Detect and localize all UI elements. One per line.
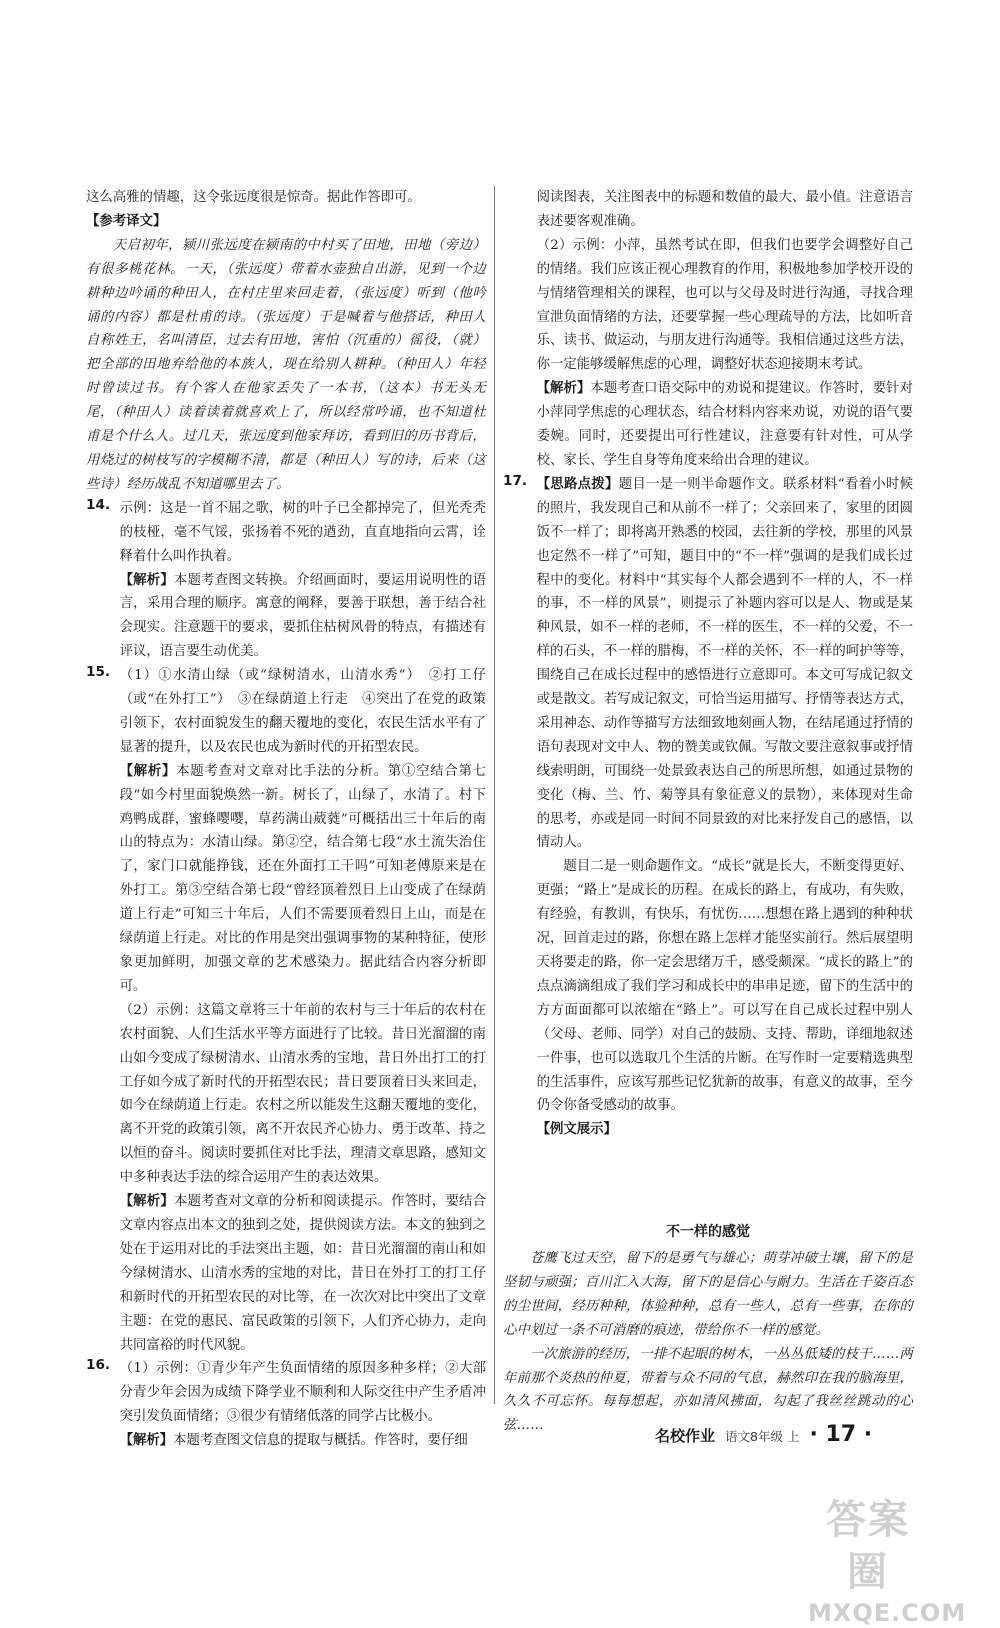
question-17 [503, 473, 913, 1142]
essay-title: 不一样的感觉 [666, 1224, 750, 1240]
question-16 [86, 1357, 486, 1453]
intro-text: 这么高雅的情趣，这令张远度很是惊奇。据此作答即可。 [86, 190, 421, 205]
book-subject-grade: 语文8年级 上 [725, 1429, 800, 1444]
analysis-tag: 【 解析 】 [120, 764, 177, 779]
answer-text: （1）示例：①青少年产生负面情绪的原因多种多样；②大部分青少年会因为成绩下降学业不顺利和人际交往中产生矛盾冲突引发负面情绪；③很少有情绪低落的同学占比极小。 [119, 1361, 486, 1425]
analysis-tag: 【 解析 】 [537, 381, 591, 396]
essay-paragraph: 一次旅游的经历，一排不起眼的树木，一丛丛低矮的枝干……两年前那个炎热的仲夏，带着与众不同的气息，赫然印在我的脑海里，久久不可忘怀。每每想起，亦如清风拂面，勾起了我丝丝跳动的心弦…… [503, 1346, 913, 1434]
question-number: 15. [86, 664, 111, 681]
watermark-url: MXQE.COM [808, 1599, 967, 1627]
writing-guidance-text-2: 题目二是一则命题作文。“成长”就是长大，不断变得更好、更强；“路上”是成长的历程。在成长的路上，有成功，有失败，有经验，有教训，有快乐，有忧伤……想想在路上遇到的种种状况，回首走过的路，你想在路上怎样才能坚实前行。然后展望明天将要走的路，你一定会思绪万千，感受颇深。“成长的路上”的点点滴滴组成了我们学习和成长中的串串足迹，留下的生活中的方方面面都可以浓缩在“路上”。可以写在自己成长过程中别人（父母、老师、同学）对自己的鼓励、支持、帮助，详细地叙述一件事，也可以选取几个生活的片断。在写作时一定要精选典型的生活事件，应该写那些记忆犹新的故事，有意义的故事，至今仍令你备受感动的故事。 [536, 859, 913, 1114]
question-16-continued [503, 186, 913, 473]
site-watermark [808, 1494, 967, 1627]
question-number: 17. [503, 472, 528, 489]
reference-translation-tag: 【 参考译文 】 [86, 214, 166, 229]
answer-text: （2）示例：小萍，虽然考试在即，但我们也要学会调整好自己的情绪。我们应该正视心理教育的作用，积极地参加学校开设的与情绪管理相关的课程，也可以与父母及时进行沟通，寻找合理宣泄负面情绪的方法，还要掌握一些心理疏导的方法，比如听音乐、读书、做运动，与朋友进行沟通等。我相信通过这些方法，你一定能够缓解焦虑的心理，调整好状态迎接期末考试。 [536, 237, 913, 373]
left-column [86, 186, 486, 1453]
analysis-text: 本题考查图文转换。介绍画面时，要运用说明性的语言，采用合理的顺序。寓意的阐释，要善于联想，善于结合社会现实。注意题干的要求，要抓住枯树风骨的特点，有描述有评议，语言要生动优美。 [119, 572, 487, 660]
analysis-text: 本题考查对文章的分析和阅读提示。作答时，要结合文章内容点出本文的独到之处，提供阅读方法。本文的独到之处在于运用对比的手法突出主题，如：昔日光溜溜的南山和如今绿树清水、山清水秀的宝地的对比，昔日在外打工的打工仔和新时代的开拓型农民的对比等，在一次次对比中突出了文章主题：在党的惠民、富民政策的引领下，人们齐心协力，走向共同富裕的时代风貌。 [119, 1194, 487, 1353]
analysis-text: 本题考查口语交际中的劝说和提建议。作答时，要针对小萍同学焦虑的心理状态，结合材料内容来劝说，劝说的语气要委婉。同时，还要提出可行性建议，注意要有针对性，可从学校、家长、学生自身等角度来给出合理的建议。 [536, 381, 914, 468]
answer-text: 示例：这是一首不屈之歌，树的叶子已全都掉完了，但光秃秃的枝桠，毫不气馁，张扬着不死的遒劲，直直地指向云霄，诠释着什么叫作执着。 [119, 500, 486, 564]
example-essay [503, 1215, 913, 1438]
analysis-text: 阅读图表，关注图表中的标题和数值的最大、最小值。注意语言表述要客观准确。 [536, 190, 913, 229]
book-brand: 名校作业 [655, 1427, 716, 1445]
page-footer [655, 1422, 872, 1447]
analysis-tag: 【 解析 】 [120, 573, 174, 588]
essay-paragraph: 苍鹰飞过天空，留下的是勇气与雄心；萌芽冲破土壤，留下的是坚韧与顽强；百川汇入大海，留下的是信心与耐力。生活在千姿百态的尘世间，经历种种，体验种种，总有一些人，总有一些事，在你的心中划过一条不可消磨的痕迹，带给你不一样的感觉。 [503, 1251, 913, 1338]
question-15 [86, 664, 486, 1357]
example-essay-tag: 【 例文展示 】 [537, 1122, 617, 1137]
reference-translation: 天启初年，颍川张远度在颍南的中村买了田地，田地（旁边）有很多桃花林。一天，（张远度）带着水壶独自出游，见到一个边耕种边吟诵的种田人，在村庄里来回走着，（张远度）听到（他吟诵的内容）都是杜甫的诗。（张远度）于是喊着与他搭话，种田人自称姓王，名叫清臣，过去有田地，害怕（沉重的）徭役，（就）把全部的田地弃给他的本族人，现在给别人耕种。（种田人）年轻时曾读过书。有个客人在他家丢失了一本书，（这本）书无头无尾，（种田人）读着读着就喜欢上了，所以经常吟诵，也不知道杜甫是个什么人。过几天，张远度到他家拜访，看到旧的历书背后，用烧过的树枝写的字模糊不清，都是（种田人）写的诗，后来（这些诗）经历战乱不知道哪里去了。 [86, 237, 486, 492]
analysis-tag: 【 解析 】 [120, 1194, 174, 1209]
column-divider [494, 186, 495, 1404]
analysis-tag: 【 解析 】 [120, 1433, 174, 1448]
writing-guidance-text: 题目一是一则半命题作文。联系材料“看着小时候的照片，我发现自己和从前不一样了；父亲回来了，家里的团圆饭不一样了；即将离开熟悉的校园，去往新的学校，那里的风景也定然不一样了”可知，题目中的“不一样”强调的是我们成长过程中的变化。材料中“其实每个人都会遇到不一样的人，不一样的事，不一样的风景”，则提示了补题内容可以是人、物或是某种风景，如不一样的老师，不一样的医生，不一样的父爱，不一样的石头，不一样的腊梅，不一样的关怀，不一样的呵护等等，围绕自己在成长过程中的感悟进行立意即可。本文可写成记叙文或是散文。若写成记叙文，可恰当运用描写、抒情等表达方式，采用神态、动作等描写方法细致地刻画人物，在结尾通过抒情的语句表现对文中人、物的赞美或钦佩。写散文要注意叙事或抒情线索明朗，可围绕一处景致表达自己的所思所想，如通过景物的变化（梅、兰、竹、菊等具有象征意义的景物），来体现对生命的思考，亦或是同一时间不同景致的对比来抒发自己的感悟，以情动人。 [536, 476, 913, 851]
answer-text: （1）①水清山绿（或“绿树清水，山清水秀”） ②打工仔（或“在外打工”） ③在绿荫道上行走 ④突出了在党的政策引领下，农村面貌发生的翻天覆地的变化，农民生活水平有了显著的提升，以及农民也成为新时代的开拓型农民。 [119, 668, 486, 755]
watermark-logo-text: 答案圈 [826, 1497, 910, 1595]
analysis-text: 本题考查图文信息的提取与概括。作答时，要仔细 [173, 1433, 468, 1449]
question-14 [86, 497, 486, 664]
page-number: · 17 · [809, 1422, 873, 1447]
writing-guidance-tag: 【 思路点拨 】 [537, 477, 619, 492]
question-number: 14. [86, 496, 111, 513]
answer-text: （2）示例：这篇文章将三十年前的农村与三十年后的农村在农村面貌、人们生活水平等方面进行了比较。昔日光溜溜的南山如今变成了绿树清水、山清水秀的宝地，昔日外出打工的打工仔如今成了新时代的开拓型农民；昔日要顶着日头来回走，如今在绿荫道上行走。农村之所以能发生这翻天覆地的变化，离不开党的政策引领，离不开农民齐心协力、勇于改革、持之以恒的奋斗。阅读时要抓住对比手法，理清文章思路，感知文中多种表达手法的综合运用产生的表达效果。 [119, 1002, 486, 1186]
question-number: 16. [86, 1357, 111, 1374]
right-column [503, 186, 913, 1142]
analysis-text: 本题考查对文章对比手法的分析。第①空结合第七段“如今村里面貌焕然一新。树长了，山绿了，水清了。村下鸡鸭成群，蜜蜂嘤嘤，草药满山葳蕤”可概括出三十年后的南山的特点为：水清山绿。第②空，结合第七段“水土流失治住了，家门口就能挣钱，还在外面打工干吗”可知老傅原来是在外打工。第③空结合第七段“曾经顶着烈日上山变成了在绿荫道上行走”可知三十年后，人们不需要顶着烈日上山，而是在绿荫道上行走。对比的作用是突出强调事物的某种特征，使形象更加鲜明，加强文章的艺术感染力。据此结合内容分析即可。 [119, 763, 487, 994]
